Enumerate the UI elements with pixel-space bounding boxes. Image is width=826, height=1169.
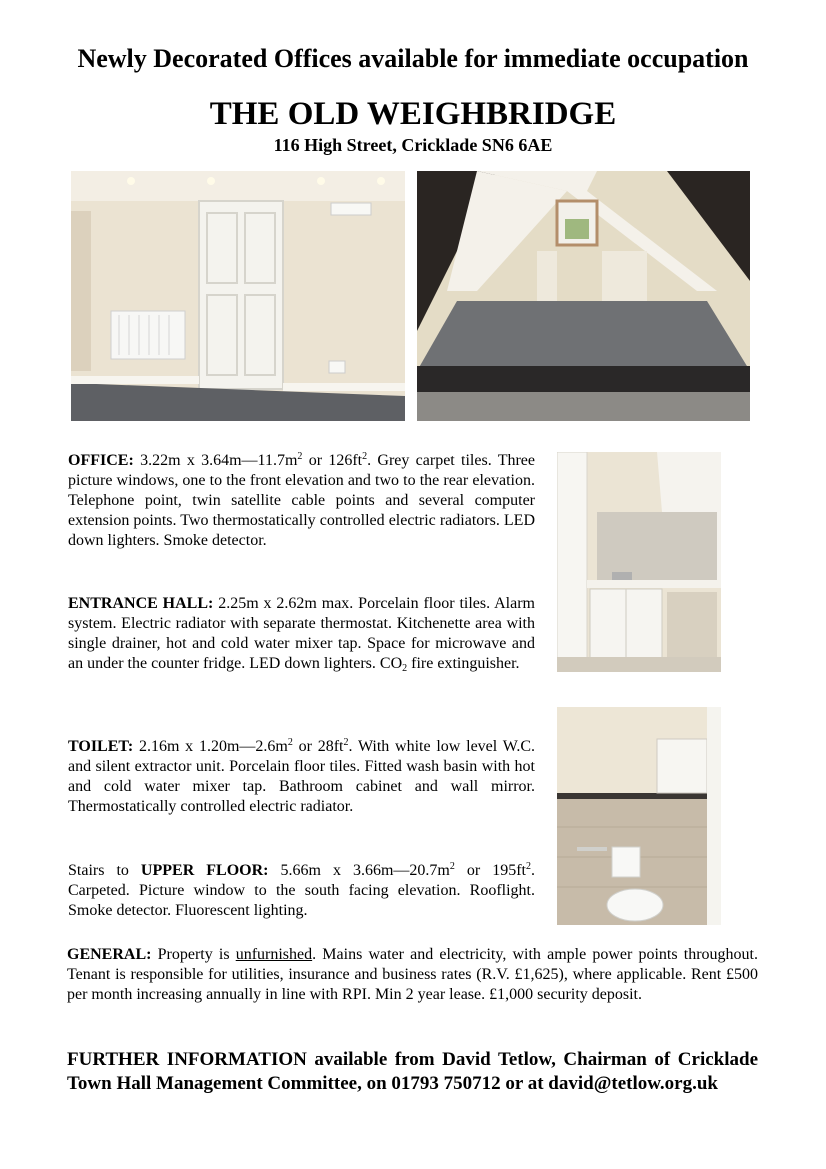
office-photo [71,171,405,421]
office-description: OFFICE: 3.22m x $3.64m—11.7m^2$ or $126ft^2$. Grey carpet tiles. Three picture windows, one to the front elevation and two to the rear elevation. Telephone point, twin satellite cable points and several computer extension points. Two thermostatically controlled electric radiators. LED down lighters. Smoke detector. [68,451,535,549]
entrance-hall-description: ENTRANCE HALL: 2.25m x 2.62m max. Porcelain floor tiles. Alarm system. Electric radiator with separate thermostat. Kitchenette area with single drainer, hot and cold water mixer tap. Space for microwave and an under the counter fridge. LED down lighters. $CO_2$ fire extinguisher. [68,595,535,674]
headline: Newly Decorated Offices available for immediate occupation [77,44,749,73]
toilet-photo [557,707,721,925]
page-title: THE OLD WEIGHBRIDGE [209,96,617,132]
general-description: GENERAL: Property is unfurnished. Mains water and electricity, with ample power points throughout. Tenant is responsible for utilities, insurance and business rates (R.V. £1,625), where applicable. Rent £500 per month increasing annually in line with RPI. Min 2 year lease. £1,000 security deposit. [67,946,758,1003]
address: 116 High Street, Cricklade SN6 6AE [273,135,553,155]
upper-floor-description: Stairs to UPPER FLOOR: 5.66m x $3.66m—20.7m^2$ or $195ft^2$. Carpeted. Picture window to the south facing elevation. Rooflight. Smoke detector. Fluorescent lighting. [68,861,536,919]
toilet-description: TOILET: 2.16m x $1.20m—2.6m^2$ or $28ft^2$. With white low level W.C. and silent extractor unit. Porcelain floor tiles. Fitted wash basin with hot and cold water mixer tap. Bathroom cabinet and wall mirror. Thermostatically controlled electric radiator. [68,737,535,815]
further-information: FURTHER INFORMATION available from David Tetlow, Chairman of Cricklade Town Hall Management Committee, on 01793 750712 or at david@tetlow.org.uk [67,1049,758,1094]
kitchenette-photo [557,452,721,672]
upper-floor-photo [417,171,750,421]
